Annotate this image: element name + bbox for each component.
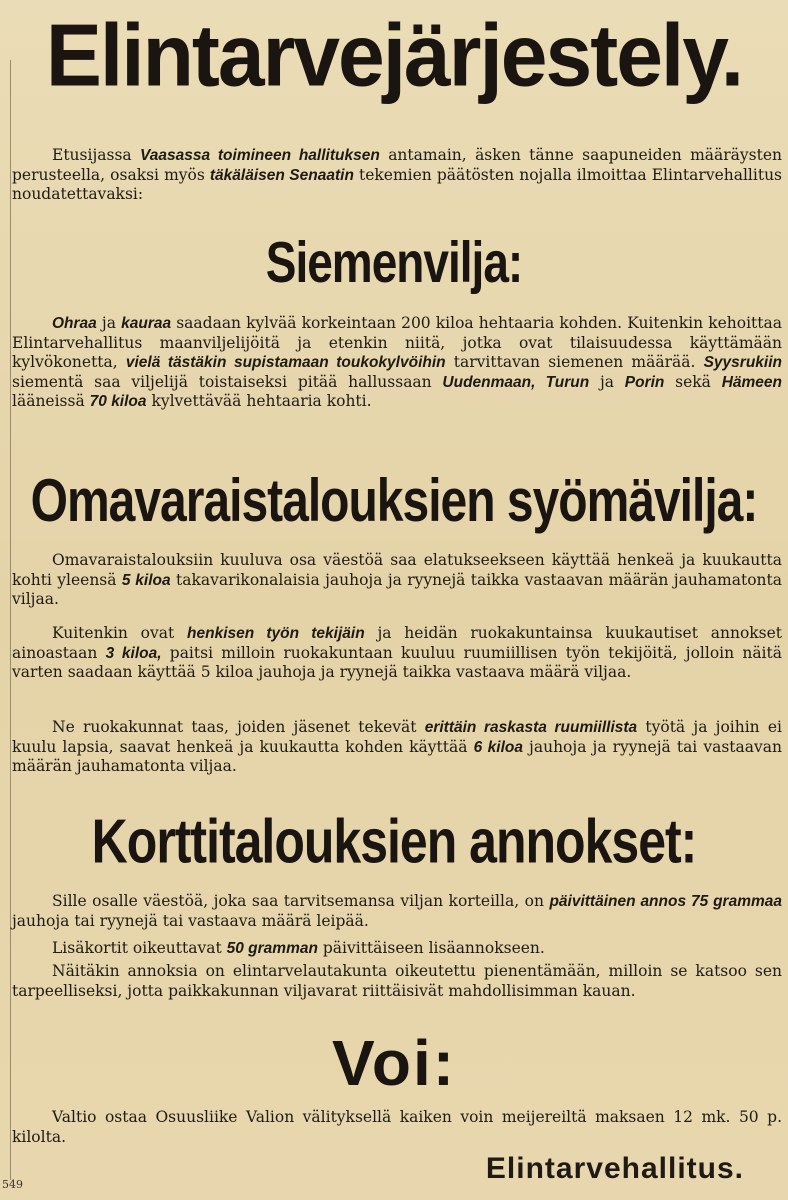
heading-omavaraistaloudet: Omavaraistalouksien syömävilja: bbox=[30, 468, 758, 535]
page-title: Elintarvejärjestely. bbox=[45, 5, 743, 105]
page-number: 549 bbox=[2, 1178, 23, 1191]
omavara-paragraph-3: Ne ruokakunnat taas, joiden jäsenet tekevät erittäin raskasta ruumiillista työtä ja joihin ei kuulu lapsia, saavat henkeä ja kuukautta kohden käyttää 6 kiloa jauhoja ja ryynejä tai vastaavan määrän jauhamatonta viljaa. bbox=[12, 718, 783, 775]
voi-paragraph: Valtio ostaa Osuusliike Valion välityksellä kaiken voin meijereiltä maksaen 12 mk. 50 p. kilolta. bbox=[12, 1108, 782, 1146]
heading-voi: Voi: bbox=[331, 1027, 457, 1099]
heading-korttitaloudet: Korttitalouksien annokset: bbox=[91, 806, 697, 876]
siemenvilja-paragraph: Ohraa ja kauraa saadaan kylvää korkeintaan 200 kiloa hehtaaria kohden. Kuitenkin kehoittaa Elintarvehallitus maanviljelijöitä ja etenkin niitä, jotka ovat tilaisuudessa käyttämään kylvökonetta, vielä tästäkin supistamaan toukokylvöihin tarvittavan siemenen määrää. Syysrukiin siementä saa viljelijä toistaiseksi pitää hallussaan Uudenmaan, Turun ja Porin sekä Hämeen lääneissä 70 kiloa kylvettävää hehtaaria kohti. bbox=[12, 314, 782, 410]
signature: Elintarvehallitus. bbox=[485, 1152, 744, 1185]
kortti-paragraph-3: Näitäkin annoksia on elintarvelautakunta oikeutettu pienentämään, milloin se katsoo sen tarpeelliseksi, jotta paikkakunnan viljavarat riittäisivät mahdollisimman kauan. bbox=[12, 962, 782, 1000]
heading-siemenvilja: Siemenvilja: bbox=[265, 229, 523, 295]
kortti-paragraph-2: Lisäkortit oikeuttavat 50 gramman päivittäiseen lisäannokseen. bbox=[52, 939, 545, 957]
kortti-paragraph-1: Sille osalle väestöä, joka saa tarvitsemansa viljan korteilla, on päivittäinen annos 75 grammaa jauhoja tai ryynejä tai vastaava määrä leipää. bbox=[12, 892, 782, 930]
omavara-paragraph-2: Kuitenkin ovat henkisen työn tekijäin ja heidän ruokakuntainsa kuukautiset annokset ainoastaan 3 kiloa, paitsi milloin ruokakuntaan kuuluu ruumiillisen työn tekijöitä, jolloin näitä varten saadaan käyttää 5 kiloa jauhoja ja ryynejä taikka vastaava määrä viljaa. bbox=[12, 624, 783, 681]
omavara-paragraph-1: Omavaraistalouksiin kuuluva osa väestöä saa elatukseekseen käyttää henkeä ja kuukautta kohti yleensä 5 kiloa takavarikonalaisia jauhoja ja ryynejä taikka vastaavan määrän jauhamatonta viljaa. bbox=[12, 551, 782, 608]
intro-paragraph: Etusijassa Vaasassa toimineen hallituksen antamain, äsken tänne saapuneiden määräysten perusteella, osaksi myös täkäläisen Senaatin tekemien päätösten nojalla ilmoittaa Elintarvehallitus noudatettavaksi: bbox=[12, 146, 783, 203]
